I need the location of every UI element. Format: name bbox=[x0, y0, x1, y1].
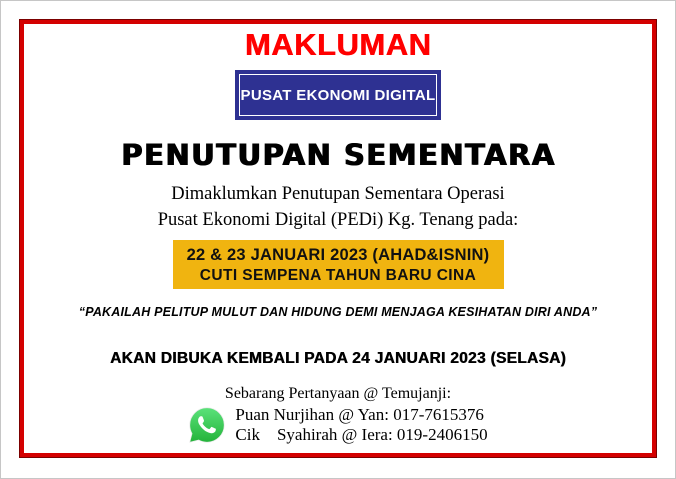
contact-line: Puan Nurjihan @ Yan: 017-7615376 bbox=[235, 405, 484, 424]
contact-heading: Sebarang Pertanyaan @ Temujanji: bbox=[224, 385, 452, 402]
contact-block bbox=[188, 405, 487, 444]
closure-dates: 22 & 23 JANUARI 2023 (AHAD&ISNIN) bbox=[186, 245, 490, 264]
closure-dates-banner bbox=[173, 240, 504, 289]
contact-lines bbox=[235, 405, 487, 444]
closure-reason: CUTI SEMPENA TAHUN BARU CINA bbox=[199, 266, 477, 284]
page-title: MAKLUMAN bbox=[244, 27, 432, 62]
pedi-logo bbox=[235, 70, 441, 120]
whatsapp-icon bbox=[188, 406, 226, 444]
pedi-logo-label: PUSAT EKONOMI DIGITAL bbox=[239, 74, 437, 116]
closure-heading: PENUTUPAN SEMENTARA bbox=[120, 138, 556, 172]
announcement-line-1: Dimaklumkan Penutupan Sementara Operasi bbox=[171, 184, 505, 204]
announcement-text bbox=[158, 181, 519, 233]
reopen-announcement: AKAN DIBUKA KEMBALI PADA 24 JANUARI 2023 (SELASA) bbox=[110, 350, 566, 367]
announcement-line-2: Pusat Ekonomi Digital (PEDi) Kg. Tenang pada: bbox=[157, 210, 519, 230]
red-frame bbox=[20, 20, 656, 457]
health-quote: “PAKAILAH PELITUP MULUT DAN HIDUNG DEMI MENJAGA KESIHATAN DIRI ANDA” bbox=[78, 305, 598, 319]
contact-line: Cik Syahirah @ Iera: 019-2406150 bbox=[235, 424, 488, 444]
